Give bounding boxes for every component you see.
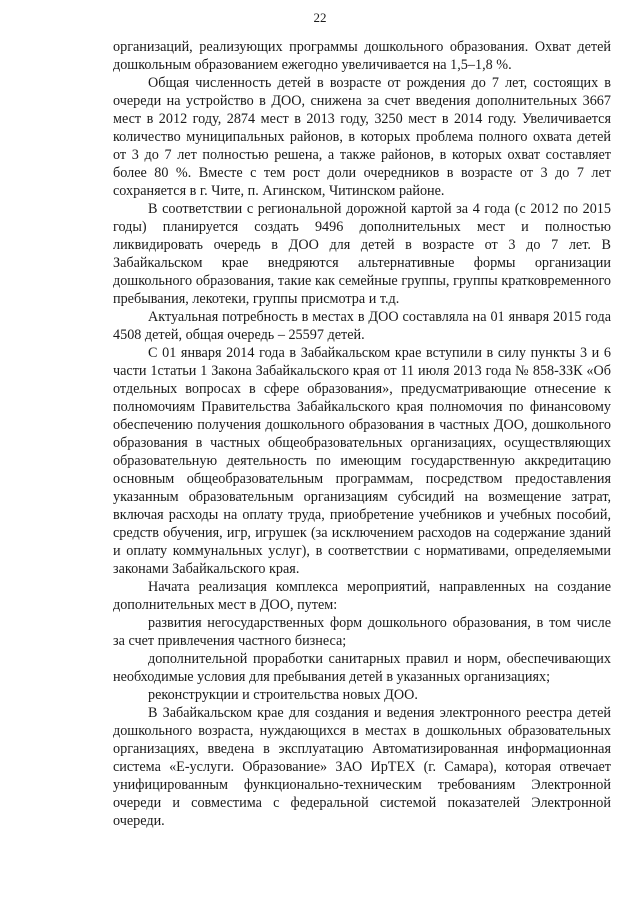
paragraph: В соответствии с региональной дорожной картой за 4 года (с 2012 по 2015 годы) планируется создать 9496 дополнительных мест и полностью ликвидировать очередь в ДОО для детей в возрасте от 3 до 7 лет. В Забайкальском крае внедряются альтернативные формы организации дошкольного образования, такие как семейные группы, группы кратковременного пребывания, лекотеки, группы присмотра и т.д.	[113, 201, 611, 307]
body-text	[113, 38, 611, 830]
paragraph: В Забайкальском крае для создания и ведения электронного реестра детей дошкольного возраста, нуждающихся в местах в дошкольных образовательных организациях, введена в эксплуатацию Автоматизированная информационная система «Е-услуги. Образование» ЗАО ИрТЕХ (г. Самара), которая отвечает унифицированным функционально-техническим требованиям Электронной очереди и совместима с федеральной системой показателей Электронной очереди.	[113, 705, 611, 829]
paragraph: С 01 января 2014 года в Забайкальском крае вступили в силу пункты 3 и 6 части 1статьи 1 Закона Забайкальского края от 11 июля 2013 года № 858-ЗЗК «Об отдельных вопросах в сфере образования», предусматривающие отнесение к полномочиям Правительства Забайкальского края полномочия по финансовому обеспечению получения дошкольного образования в частных ДОО, дошкольного образования в частных общеобразовательных организациях, осуществляющих образовательную деятельность по имеющим государственную аккредитацию основным общеобразовательным программам, посредством предоставления указанным образовательным организациям субсидий на возмещение затрат, включая расходы на оплату труда, приобретение учебников и учебных пособий, средств обучения, игр, игрушек (за исключением расходов на содержание зданий и оплату коммунальных услуг), в соответствии с нормативами, определяемыми законами Забайкальского края.	[113, 345, 611, 577]
page-number: 22	[313, 10, 327, 25]
list-item: развития негосударственных форм дошкольного образования, в том числе за счет привлечения частного бизнеса;	[113, 615, 611, 649]
paragraph: Общая численность детей в возрасте от рождения до 7 лет, состоящих в очереди на устройство в ДОО, снижена за счет введения дополнительных 3667 мест в 2012 году, 2874 мест в 2013 году, 3250 мест в 2014 году. Увеличивается количество муниципальных районов, в которых проблема полного охвата детей от 3 до 7 лет полностью решена, а также районов, в которых охват составляет более 80 %. Вместе с тем рост доли очередников в возрасте от 3 до 7 лет сохраняется в г. Чите, п. Агинском, Читинском районе.	[113, 75, 611, 199]
list-item: дополнительной проработки санитарных правил и норм, обеспечивающих необходимые условия для пребывания детей в указанных организациях;	[113, 651, 611, 685]
paragraph: Начата реализация комплекса мероприятий, направленных на создание дополнительных мест в ДОО, путем:	[113, 579, 611, 613]
list-item: реконструкции и строительства новых ДОО.	[148, 687, 418, 703]
paragraph: организаций, реализующих программы дошкольного образования. Охват детей дошкольным образованием ежегодно увеличивается на 1,5–1,8 %.	[113, 39, 611, 73]
paragraph: Актуальная потребность в местах в ДОО составляла на 01 января 2015 года 4508 детей, общая очередь – 25597 детей.	[113, 309, 611, 343]
